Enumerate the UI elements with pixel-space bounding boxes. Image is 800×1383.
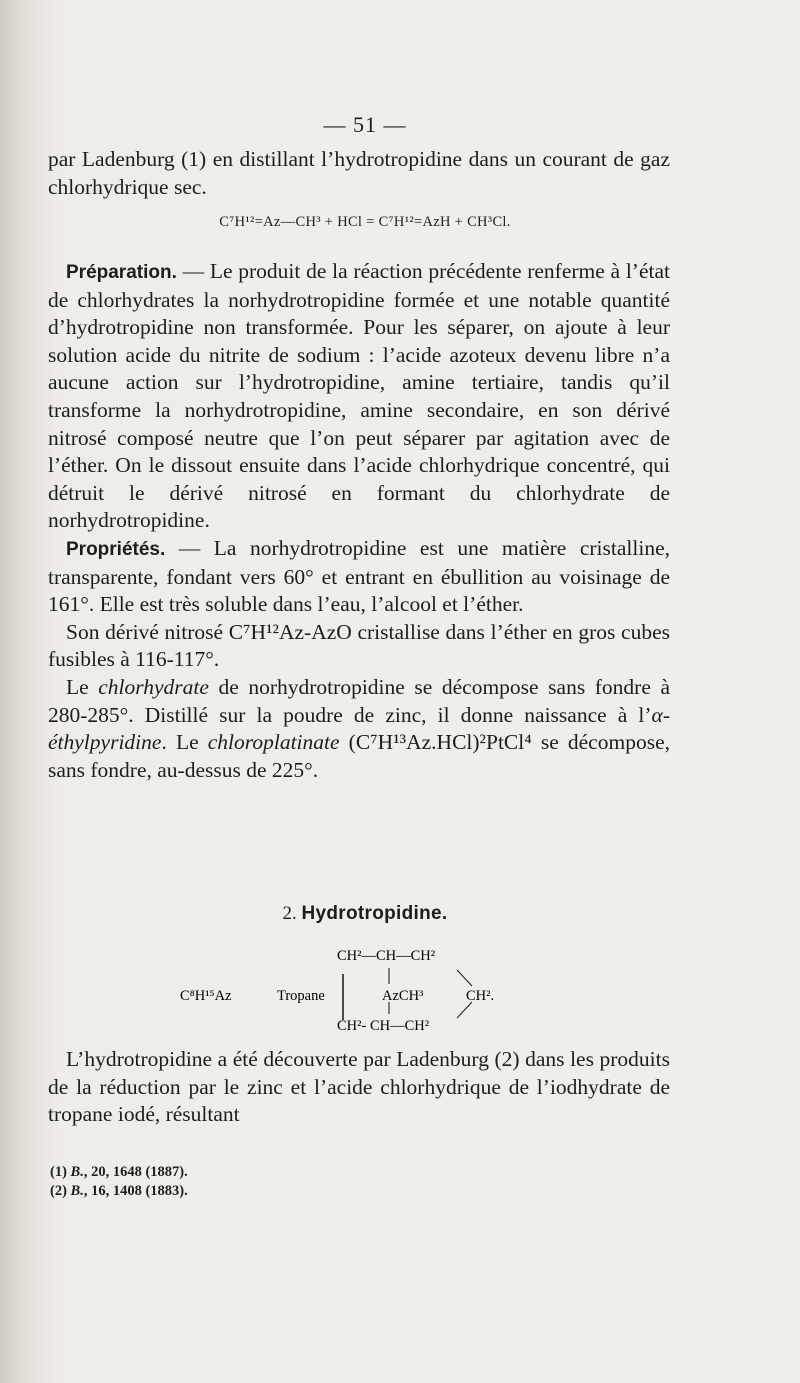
footnote-1 (50, 1163, 188, 1182)
section-title: Hydrotropidine. (301, 903, 448, 924)
preparation-paragraph (48, 258, 670, 535)
chloroplatinate-term: chloroplatinate (207, 730, 340, 755)
footnote-1-mark: (1) (50, 1164, 71, 1180)
preparation-heading: Préparation. (66, 262, 177, 283)
reaction-equation: C⁷H¹²=Az—CH³ + HCl = C⁷H¹²=AzH + CH³Cl. (219, 214, 511, 230)
formula-middle-right: CH². (466, 988, 495, 1004)
page-number: — 51 — (323, 112, 407, 137)
preparation-text: — Le produit de la réaction précédente renferme à l’état de chlorhydrates la norhydrotropidine formée et une notable quantité d’hydrotropidine non transformée. Pour les séparer, on ajoute à leur solution acide du nitrite de sodium : l’acide azoteux devenu libre n’a aucune action sur l’hydrotropidine, amine tertiaire, tandis qu’il transforme la norhydrotropidine, amine secondaire, en son dérivé nitrosé composé neutre que l’on peut séparer par agitation avec de l’éther. On le dissout ensuite dans l’acide chlorhydrique concentré, qui détruit le dérivé nitrosé en formant du chlorhydrate de norhydrotropidine. (48, 259, 670, 533)
formula-name: Tropane (277, 988, 325, 1004)
footnote-2-mark: (2) (50, 1183, 71, 1199)
formula-middle-left: AzCH³ (382, 988, 424, 1004)
paragraph-intro (48, 146, 670, 201)
hydrotropidine-text: L’hydrotropidine a été découverte par Ladenburg (2) dans les produits de la réduction par le zinc et l’acide chlorhydrique de l’iodhydrate de tropane iodé, résultant (48, 1047, 670, 1127)
properties-paragraph (48, 535, 670, 619)
properties-heading: Propriétés. (66, 538, 166, 560)
properties-text: — La norhydrotropidine est une matière cristalline, transparente, fondant vers 60° et entrant en ébullition au voisinage de 161°. Elle est très soluble dans l’eau, l’alcool et l’éther. (48, 535, 670, 617)
footnote-2-source: B. (70, 1183, 84, 1199)
footnote-1-ref: , 20, 1648 (1887). (83, 1164, 188, 1180)
tropane-structural-formula (180, 950, 540, 1040)
chlor-text-c: de norhydrotropidine se décompose sans fondre à 280-285°. Distillé sur la poudre de zinc, il donne naissance à l’ (48, 674, 670, 727)
footnotes (50, 1163, 188, 1201)
section-number: 2. (282, 903, 302, 924)
formula-top: CH²—CH—CH² (337, 950, 436, 964)
footnote-1-source: B. (70, 1164, 84, 1180)
chlorhydrate-paragraph (48, 674, 670, 784)
chlor-text-e: . Le (161, 730, 208, 755)
body-text-block (48, 258, 670, 784)
intro-text: par Ladenburg (1) en distillant l’hydrotropidine dans un courant de gaz chlorhydrique sec. (48, 147, 670, 199)
chlor-text-g: (C⁷H¹³Az.HCl)²PtCl⁴ se décompose, sans fondre, au-dessus de 225°. (48, 730, 670, 782)
nitroso-paragraph: Son dérivé nitrosé C⁷H¹²Az-AzO cristallise dans l’éther en gros cubes fusibles à 116-117°. (48, 619, 670, 672)
formula-bottom: CH²- CH—CH² (337, 1018, 430, 1034)
footnote-2-ref: , 16, 1408 (1883). (83, 1183, 188, 1199)
section-heading (0, 903, 730, 925)
chlor-text-a: Le (66, 674, 99, 699)
ethylpyridine-term: α-éthylpyridine (48, 702, 670, 755)
paragraph-hydrotropidine (48, 1046, 670, 1129)
chlor-term: chlorhydrate (98, 674, 209, 699)
footnote-2 (50, 1182, 188, 1201)
formula-bonds (180, 950, 540, 1040)
formula-empirical: C⁸H¹⁵Az (180, 988, 232, 1004)
